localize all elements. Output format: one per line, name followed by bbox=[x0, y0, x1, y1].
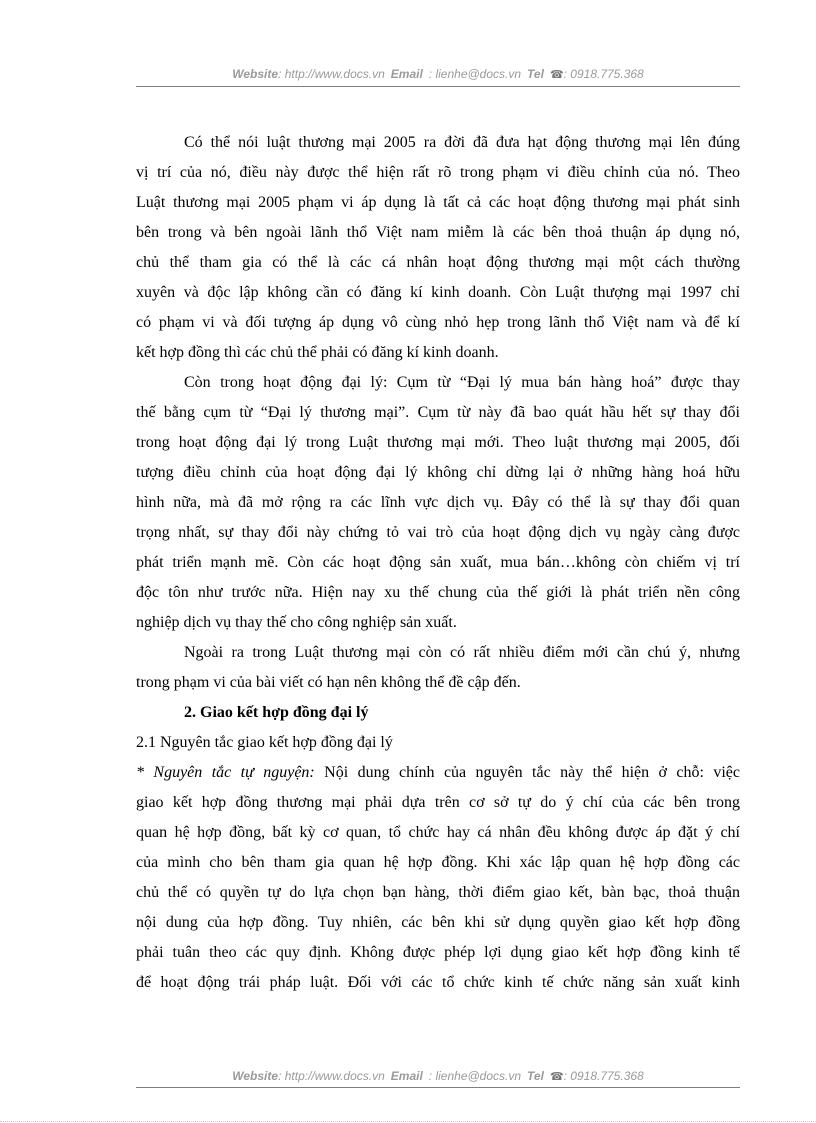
section-heading: 2. Giao kết hợp đồng đại lý bbox=[184, 704, 369, 721]
header-divider bbox=[136, 86, 740, 87]
paragraph-line: xuyên và độc lập không cần có đăng kí kinh doanh. Còn Luật thượng mại 1997 chỉ bbox=[136, 284, 740, 301]
paragraph-line: trong phạm vi của bài viết có hạn nên không thể đề cập đến. bbox=[136, 674, 521, 691]
paragraph-line: Luật thương mại 2005 phạm vi áp dụng là tất cả các hoạt động thương mại phát sinh bbox=[136, 194, 740, 211]
header-email-value: : lienhe@docs.vn bbox=[428, 67, 522, 81]
paragraph-line: giao kết hợp đồng thương mại phải dựa trên cơ sở tự do ý chí của các bên trong bbox=[136, 794, 740, 811]
principle-label: * Nguyên tắc tự nguyện: bbox=[136, 764, 315, 781]
document-body bbox=[136, 128, 740, 998]
page-header bbox=[136, 67, 740, 81]
subsection-heading: 2.1 Nguyên tắc giao kết hợp đồng đại lý bbox=[136, 734, 393, 751]
paragraph-line: nghiệp dịch vụ thay thế cho công nghiệp sản xuất. bbox=[136, 614, 457, 631]
paragraph-line: vị trí của nó, điều này được thể hiện rất rõ trong phạm vi điều chỉnh của nó. Theo bbox=[136, 164, 740, 181]
phone-icon: ☎ bbox=[549, 69, 564, 81]
paragraph-line: hình nữa, mà đã mở rộng ra các lĩnh vực dịch vụ. Đây có thể là sự thay đổi quan bbox=[136, 494, 740, 511]
footer-website-label: Website bbox=[232, 1069, 279, 1083]
paragraph-line: độc tôn như trước nữa. Hiện nay xu thế chung của thế giới là phát triển nền công bbox=[136, 584, 740, 601]
header-website-url: : http://www.docs.vn bbox=[278, 67, 385, 81]
paragraph-line: phải tuân theo các quy định. Không được phép lợi dụng giao kết hợp đồng kinh tế bbox=[136, 944, 740, 961]
page-footer bbox=[136, 1069, 740, 1083]
principle-text: Nội dung chính của nguyên tắc này thể hiện ở chỗ: việc bbox=[314, 764, 740, 781]
paragraph-line: quan hệ hợp đồng, bất kỳ cơ quan, tổ chức hay cá nhân đều không được áp đặt ý chí bbox=[136, 824, 740, 841]
header-tel-label: Tel bbox=[527, 67, 544, 81]
paragraph-line: nội dung của hợp đồng. Tuy nhiên, các bên khi sử dụng quyền giao kết hợp đồng bbox=[136, 914, 740, 931]
paragraph-line: thế bằng cụm từ “Đại lý thương mại”. Cụm từ này đã bao quát hầu hết sự thay đổi bbox=[136, 404, 740, 421]
footer-divider bbox=[136, 1087, 740, 1088]
footer-email-label: Email bbox=[390, 1069, 423, 1083]
footer-email-value: : lienhe@docs.vn bbox=[428, 1069, 522, 1083]
header-email-label: Email bbox=[390, 67, 423, 81]
paragraph-line: Còn trong hoạt động đại lý: Cụm từ “Đại lý mua bán hàng hoá” được thay bbox=[184, 374, 740, 391]
paragraph-line: phát triển mạnh mẽ. Còn các hoạt động sản xuất, mua bán…không còn chiếm vị trí bbox=[136, 554, 740, 571]
paragraph-line: kết hợp đồng thì các chủ thể phải có đăng kí kinh doanh. bbox=[136, 344, 499, 361]
phone-icon: ☎ bbox=[549, 1071, 564, 1083]
paragraph-line: trong hoạt động đại lý trong Luật thương mại mới. Theo luật thương mại 2005, đối bbox=[136, 434, 740, 451]
paragraph-line: tượng điều chỉnh của hoạt động đại lý không chỉ dừng lại ở những hàng hoá hữu bbox=[136, 464, 740, 481]
footer-website-url: : http://www.docs.vn bbox=[278, 1069, 385, 1083]
header-website-label: Website bbox=[232, 67, 279, 81]
paragraph-line: chủ thể có quyền tự do lựa chọn bạn hàng, thời điểm giao kết, bàn bạc, thoả thuận bbox=[136, 884, 740, 901]
footer-tel-value: : 0918.775.368 bbox=[563, 1069, 644, 1083]
paragraph-line: có phạm vi và đối tượng áp dụng vô cùng nhỏ hẹp trong lãnh thổ Việt nam và để kí bbox=[136, 314, 740, 331]
paragraph-line: trọng nhất, sự thay đổi này chứng tỏ vai trò của hoạt động dịch vụ ngày càng được bbox=[136, 524, 740, 541]
footer-tel-label: Tel bbox=[527, 1069, 544, 1083]
paragraph-line: Có thể nói luật thương mại 2005 ra đời đã đưa hạt động thương mại lên đúng bbox=[184, 134, 740, 151]
paragraph-line bbox=[136, 758, 740, 788]
page-edge-divider bbox=[0, 1121, 816, 1122]
header-tel-value: : 0918.775.368 bbox=[563, 67, 644, 81]
paragraph-line: Ngoài ra trong Luật thương mại còn có rất nhiều điểm mới cần chú ý, nhưng bbox=[184, 644, 740, 661]
paragraph-line: chủ thể tham gia có thể là các cá nhân hoạt động thương mại một cách thường bbox=[136, 254, 740, 271]
paragraph-line: để hoạt động trái pháp luật. Đối với các tổ chức kinh tế chức năng sản xuất kinh bbox=[136, 974, 740, 991]
paragraph-line: của mình cho bên tham gia quan hệ hợp đồng. Khi xác lập quan hệ hợp đồng các bbox=[136, 854, 740, 871]
paragraph-line: bên trong và bên ngoài lãnh thổ Việt nam miễm là các bên thoả thuận áp dụng nó, bbox=[136, 224, 740, 241]
